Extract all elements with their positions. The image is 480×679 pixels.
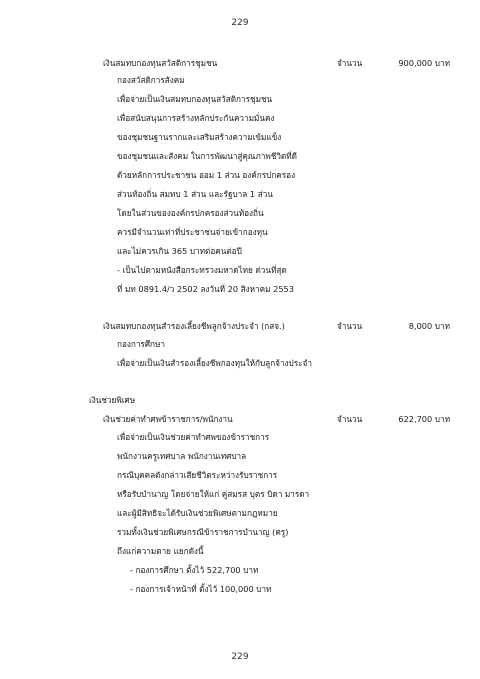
item-title: เงินสมทบกองทุนสวัสดิการชุมชน: [103, 58, 218, 68]
item-line: ถึงแก่ความตาย แยกดังนี้: [117, 546, 204, 556]
item-line: เพื่อจ่ายเป็นเงินสมทบกองทุนสวัสดิการชุมชน: [117, 94, 273, 104]
item-amount: 8,000 บาท: [408, 321, 450, 331]
section-heading: เงินช่วยพิเศษ: [89, 395, 136, 405]
item-line: และผู้มีสิทธิจะได้รับเงินช่วยพิเศษตามกฎหมาย: [117, 508, 278, 518]
item-amount: 900,000 บาท: [398, 58, 450, 68]
item-title: เงินช่วยค่าทำศพข้าราชการ/พนักงาน: [103, 414, 233, 424]
item-line: และไม่ควรเกิน 365 บาทต่อคนต่อปี: [117, 246, 242, 256]
page-number-bottom: 229: [231, 652, 249, 662]
item-line: กองสวัสดิการสังคม: [117, 75, 185, 85]
item-line: กองการศึกษา: [117, 339, 165, 349]
item-line: โดยในส่วนขององค์กรปกครองส่วนท้องถิ่น: [117, 208, 264, 218]
item-unit: จำนวน: [337, 58, 363, 68]
item-amount: 622,700 บาท: [398, 414, 450, 424]
item-line: กรณีบุคคลดังกล่าวเสียชีวิตระหว่างรับราชการ: [117, 470, 278, 480]
item-line: ด้วยหลักการประชาชน ออม 1 ส่วน องค์กรปกครอง: [117, 170, 296, 180]
item-line: พนักงานครูเทศบาล พนักงานเทศบาล: [117, 451, 247, 461]
item-sub-line: - กองการเจ้าหน้าที่ ตั้งไว้ 100,000 บาท: [130, 584, 272, 594]
item-unit: จำนวน: [337, 414, 363, 424]
item-line: ส่วนท้องถิ่น สมทบ 1 ส่วน และรัฐบาล 1 ส่วน: [117, 189, 273, 199]
item-line: - เป็นไปตามหนังสือกระทรวงมหาดไทย ด่วนที่สุด: [117, 265, 287, 275]
item-line: ของชุมชนฐานรากและเสริมสร้างความเข้มแข็ง: [117, 132, 282, 142]
item-line: เพื่อจ่ายเป็นเงินช่วยค่าทำศพของข้าราชการ: [117, 432, 270, 442]
item-line: หรือรับบำนาญ โดยจ่ายให้แก่ คู่สมรส บุตร บิดา มารดา: [117, 489, 310, 499]
item-title: เงินสมทบกองทุนสำรองเลี้ยงชีพลูกจ้างประจำ (กสจ.): [103, 321, 285, 331]
item-line: ที่ มท 0891.4/ว 2502 ลงวันที่ 20 สิงหาคม 2553: [117, 284, 294, 294]
item-line: เพื่อสนับสนุนการสร้างหลักประกันความมั่นคง: [117, 113, 275, 123]
item-unit: จำนวน: [337, 321, 363, 331]
page-number-top: 229: [231, 18, 249, 28]
item-sub-line: - กองการศึกษา ตั้งไว้ 522,700 บาท: [130, 565, 259, 575]
item-line: เพื่อจ่ายเป็นเงินสำรองเลี้ยงชีพกองทุนให้กับลูกจ้างประจำ: [117, 358, 312, 368]
item-line: ของชุมชนและสังคม ในการพัฒนาสู่คุณภาพชีวิตที่ดี: [117, 151, 297, 161]
item-line: ควรมีจำนวนเท่าที่ประชาชนจ่ายเข้ากองทุน: [117, 227, 268, 237]
item-line: รวมทั้งเงินช่วยพิเศษกรณีข้าราชการบำนาญ (ครู): [117, 527, 289, 537]
